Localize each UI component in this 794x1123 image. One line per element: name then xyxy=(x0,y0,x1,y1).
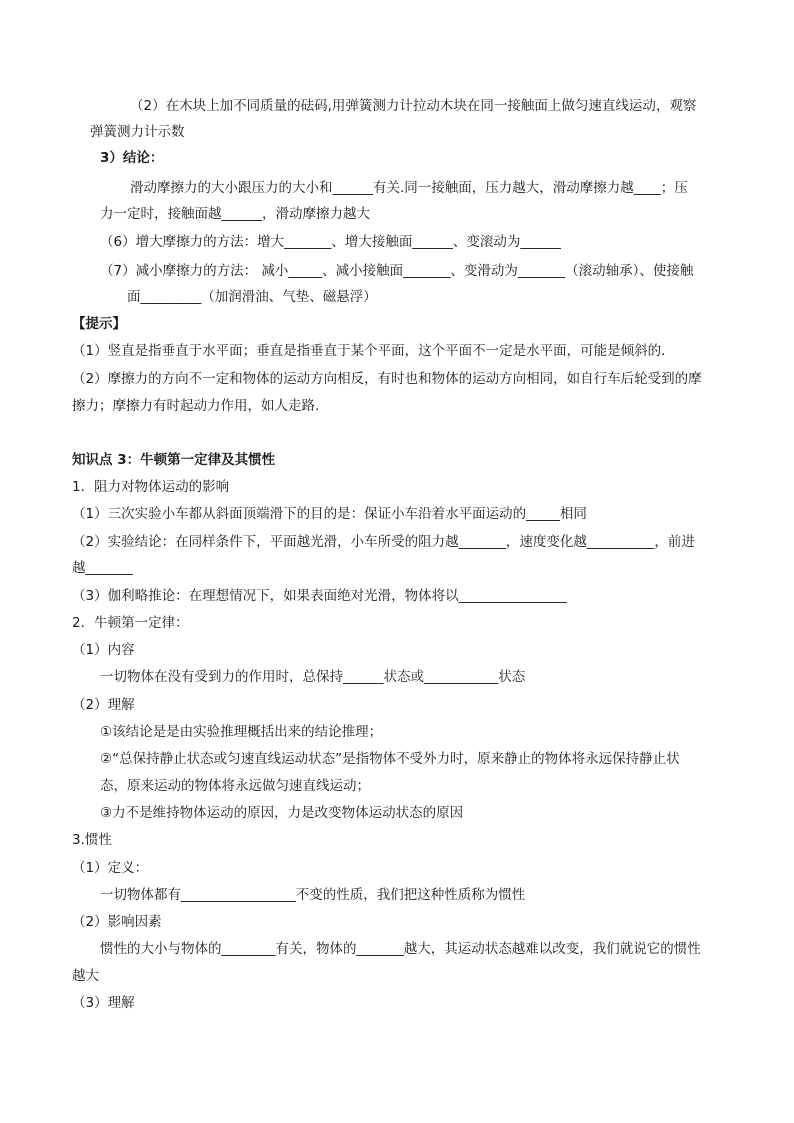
inertia-definition-text: 一切物体都有_________________不变的性质，我们把这种性质称为惯性 xyxy=(100,887,526,903)
newton-understanding-b-line-1: ②“总保持静止状态或匀速直线运动状态”是指物体不受外力时，原来静止的物体将永远保持静止状 xyxy=(100,751,680,767)
newton-content-text: 一切物体在没有受到力的作用时，总保持______状态或___________状态 xyxy=(100,669,526,685)
tips-heading: 【提示】 xyxy=(72,316,126,332)
inertia-heading: 3.惯性 xyxy=(72,832,112,848)
resistance-item-1: （1）三次实验小车都从斜面顶端滑下的目的是：保证小车沿着水平面运动的_____相同 xyxy=(72,506,587,522)
resistance-item-2-line-2: 越_______ xyxy=(72,560,133,576)
newton-understanding-c: ③力不是维持物体运动的原因，力是改变物体运动状态的原因 xyxy=(100,805,464,821)
knowledge-point-3-heading: 知识点 3：牛顿第一定律及其惯性 xyxy=(72,452,276,468)
experiment-step-2-line-2: 弹簧测力计示数 xyxy=(90,124,185,140)
resistance-effect-heading: 1．阻力对物体运动的影响 xyxy=(72,479,230,495)
newton-first-law-heading: 2．牛顿第一定律： xyxy=(72,615,189,631)
conclusion-heading: 3）结论： xyxy=(100,150,164,166)
resistance-item-2-line-1: （2）实验结论：在同样条件下，平面越光滑，小车所受的阻力越_______，速度变化越__________，前进 xyxy=(72,534,695,550)
conclusion-line-2: 力一定时，接触面越______，滑动摩擦力越大 xyxy=(100,206,370,222)
inertia-understanding-heading: （3）理解 xyxy=(72,995,135,1011)
newton-understanding-a: ①该结论是是由实验推理概括出来的结论推理； xyxy=(100,724,383,740)
inertia-factors-line-2: 越大 xyxy=(72,968,99,984)
inertia-definition-heading: （1）定义： xyxy=(72,860,149,876)
newton-understanding-heading: （2）理解 xyxy=(72,697,135,713)
tip-2-line-1: （2）摩擦力的方向不一定和物体的运动方向相反，有时也和物体的运动方向相同，如自行车后轮受到的摩 xyxy=(72,371,702,387)
increase-friction-methods: （6）增大摩擦力的方法：增大_______、增大接触面______、变滚动为______ xyxy=(100,234,561,250)
experiment-step-2-line-1: （2）在木块上加不同质量的砝码,用弹簧测力计拉动木块在同一接触面上做匀速直线运动，观察 xyxy=(130,98,697,114)
reduce-friction-methods-line-1: （7）减小摩擦力的方法： 减小_____、减小接触面_______、变滑动为_______（滚动轴承）、使接触 xyxy=(100,263,694,279)
newton-content-heading: （1）内容 xyxy=(72,642,135,658)
inertia-factors-line-1: 惯性的大小与物体的________有关，物体的_______越大，其运动状态越难以改变，我们就说它的惯性 xyxy=(100,941,701,957)
reduce-friction-methods-line-2: 面_________（加润滑油、气垫、磁悬浮） xyxy=(127,289,377,305)
inertia-factors-heading: （2）影响因素 xyxy=(72,914,162,930)
newton-understanding-b-line-2: 态，原来运动的物体将永远做匀速直线运动； xyxy=(100,778,370,794)
resistance-item-3: （3）伽利略推论：在理想情况下，如果表面绝对光滑，物体将以________________ xyxy=(72,588,567,604)
conclusion-line-1: 滑动摩擦力的大小跟压力的大小和______有关.同一接触面，压力越大，滑动摩擦力越____；压 xyxy=(130,180,688,196)
tip-1: （1）竖直是指垂直于水平面；垂直是指垂直于某个平面，这个平面不一定是水平面，可能是倾斜的. xyxy=(72,343,666,359)
tip-2-line-2: 擦力；摩擦力有时起动力作用，如人走路. xyxy=(72,398,320,414)
